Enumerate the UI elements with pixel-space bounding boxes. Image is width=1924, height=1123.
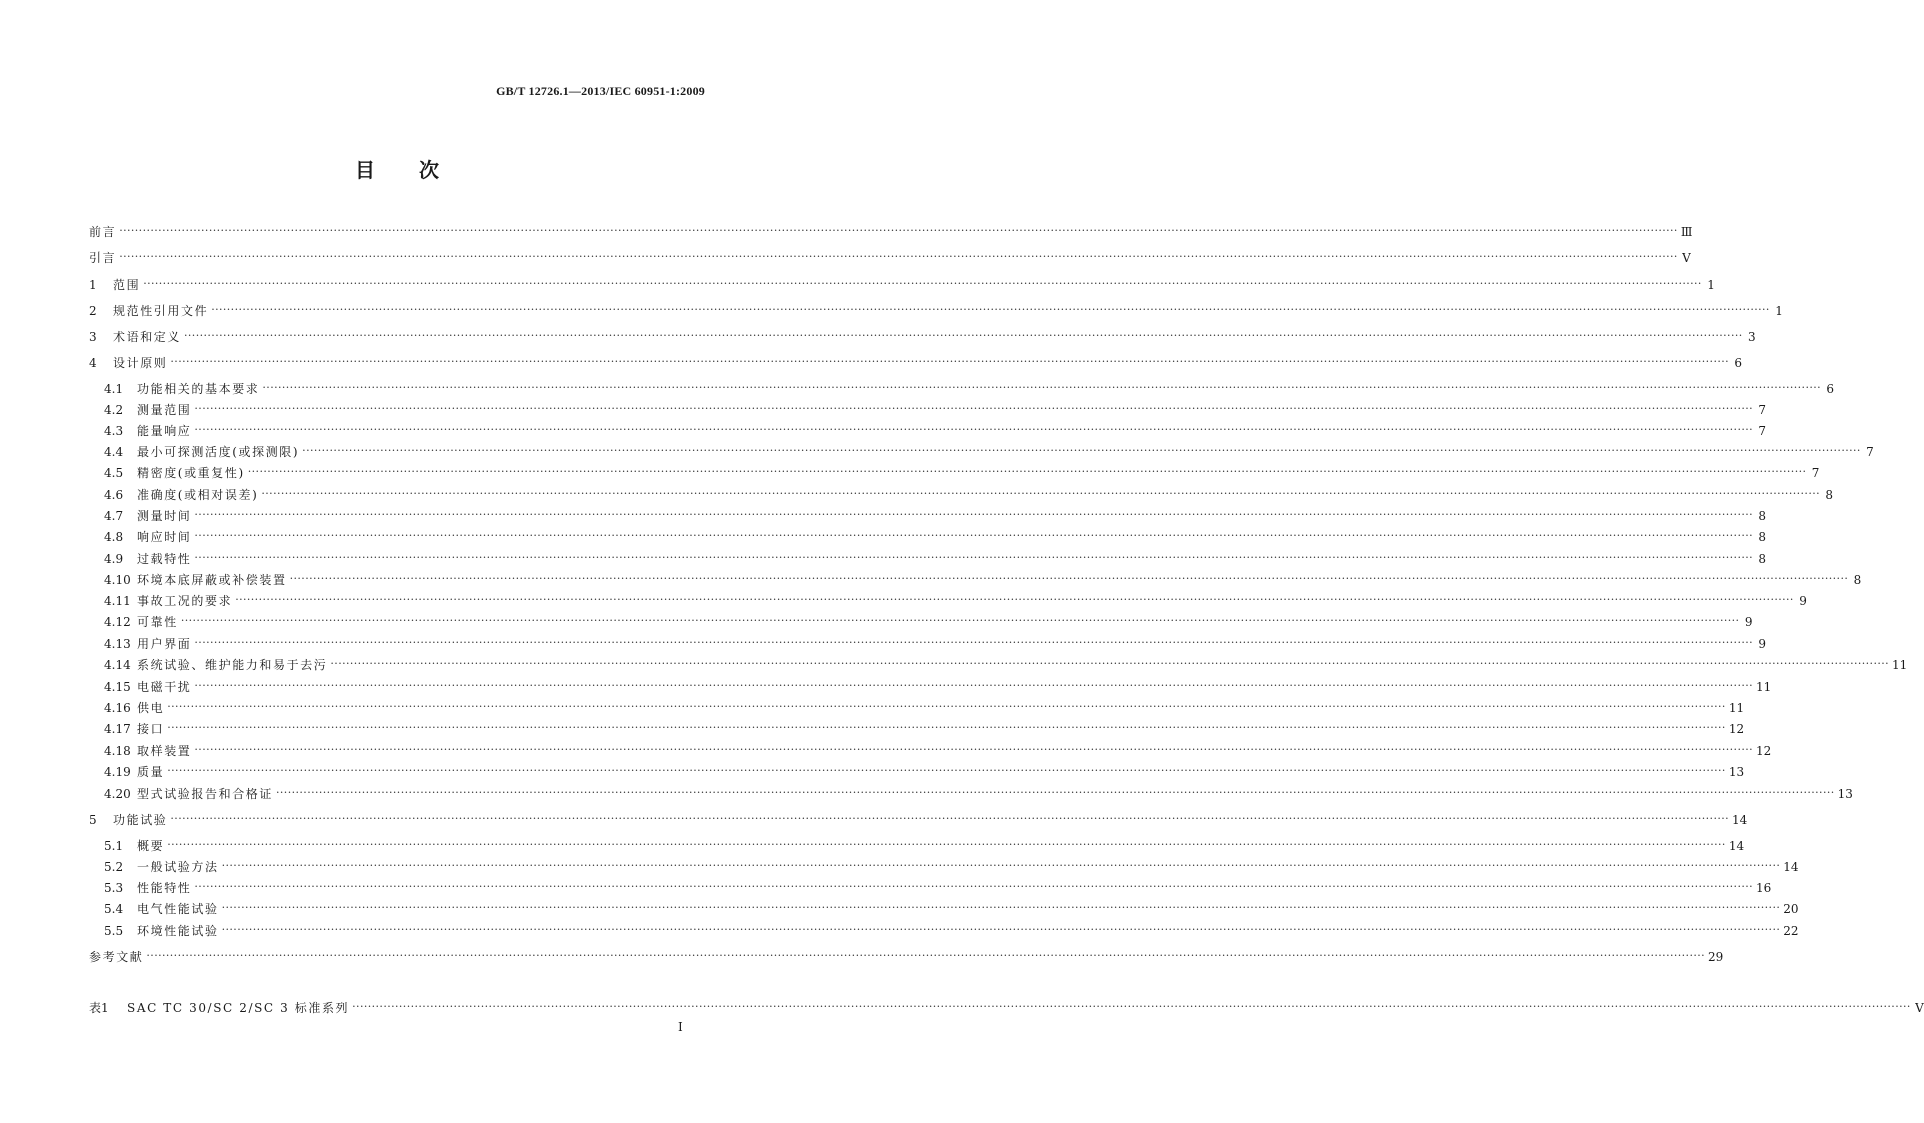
toc-leader-dots: ················································································································································································································································································································································································································ [170, 812, 1730, 825]
toc-leader-dots: ················································································································································································································································································································································································································ [221, 859, 1781, 872]
toc-entry-page: 11 [1892, 658, 1908, 672]
toc-entry-page: 14 [1783, 860, 1799, 874]
toc-entry[interactable] [104, 742, 1772, 760]
toc-entry[interactable] [104, 656, 1908, 674]
toc-entry-label: 测量范围 [137, 403, 192, 417]
toc-entry-page: 9 [1744, 615, 1753, 629]
toc-entry-number: 5.1 [104, 839, 124, 853]
toc-entry-page: 14 [1728, 839, 1745, 853]
toc-entry-label: 功能试验 [113, 813, 168, 827]
toc-entry-number: 5 [89, 813, 97, 827]
toc-entry[interactable] [89, 276, 1715, 294]
toc-entry-page: 3 [1748, 330, 1756, 344]
toc-entry-label: 环境性能试验 [137, 924, 219, 938]
toc-entry-page: 6 [1734, 356, 1743, 370]
toc-leader-dots: ················································································································································································································································································································································································································ [167, 838, 1726, 851]
toc-entry[interactable] [89, 999, 1924, 1017]
toc-entry-label: 范围 [113, 278, 141, 292]
page-number: I [678, 1020, 683, 1034]
toc-leader-dots: ················································································································································································································································································································································································································ [143, 277, 1702, 290]
toc-entry-page: 13 [1728, 765, 1745, 779]
toc-leader-dots: ················································································································································································································································································································································································································ [170, 355, 1730, 368]
toc-entry-page: 1 [1707, 278, 1715, 292]
toc-entry-number: 4.2 [104, 403, 124, 417]
toc-entry-page: 12 [1756, 744, 1772, 758]
toc-entry-number: 4.10 [104, 573, 131, 587]
toc-entry-number: 4.4 [104, 445, 124, 459]
toc-entry-label: 准确度(或相对误差) [137, 488, 259, 502]
toc-leader-dots: ················································································································································································································································································································································································································ [184, 329, 1743, 342]
toc-entry[interactable] [104, 699, 1745, 717]
toc-entry[interactable] [104, 763, 1745, 781]
toc-entry[interactable] [104, 900, 1799, 918]
toc-entry[interactable] [104, 507, 1767, 525]
toc-entry-label: 规范性引用文件 [113, 304, 209, 318]
toc-entry[interactable] [89, 223, 1693, 241]
toc-entry-number: 4.8 [104, 530, 124, 544]
toc-leader-dots: ················································································································································································································································································································································································································ [276, 786, 1835, 799]
toc-entry-page: 7 [1758, 403, 1767, 417]
toc-leader-dots: ················································································································································································································································································································································································································ [235, 593, 1794, 606]
toc-leader-dots: ················································································································································································································································································································································································································ [194, 402, 1754, 415]
toc-entry-page: 6 [1826, 382, 1835, 396]
toc-entry-page: 8 [1853, 573, 1862, 587]
toc-entry[interactable] [104, 592, 1807, 610]
toc-leader-dots: ················································································································································································································································································································································································································ [221, 901, 1781, 914]
toc-leader-dots: ················································································································································································································································································································································································································ [261, 487, 1821, 500]
toc-entry-page: 8 [1758, 530, 1767, 544]
toc-leader-dots: ················································································································································································································································································································································································································ [289, 572, 1849, 585]
toc-leader-dots: ················································································································································································································································································································································································································ [330, 657, 1890, 670]
toc-leader-dots: ················································································································································································································································································································································································································ [194, 636, 1754, 649]
toc-entry-number: 4.9 [104, 552, 124, 566]
toc-entry-page: 7 [1866, 445, 1874, 459]
toc-entry-page: 7 [1758, 424, 1767, 438]
toc-entry-number: 4.16 [104, 701, 131, 715]
toc-entry-label: 前言 [89, 225, 117, 239]
toc-entry[interactable] [104, 879, 1772, 897]
toc-entry[interactable] [104, 785, 1853, 803]
toc-entry-label: 性能特性 [137, 881, 192, 895]
toc-entry-label: 电磁干扰 [137, 680, 192, 694]
toc-leader-dots: ················································································································································································································································································································································································································ [167, 721, 1726, 734]
toc-entry[interactable] [104, 422, 1767, 440]
toc-entry-label: 系统试验、维护能力和易于去污 [137, 658, 328, 672]
toc-leader-dots: ················································································································································································································································································································································································································ [194, 679, 1754, 692]
toc-entry-label: 概要 [137, 839, 165, 853]
toc-entry[interactable] [104, 464, 1820, 482]
toc-entry-label: 精密度(或重复性) [137, 466, 245, 480]
toc-leader-dots: ················································································································································································································································································································································································································ [119, 250, 1678, 263]
toc-entry-page: 20 [1783, 902, 1799, 916]
toc-entry-label: 响应时间 [137, 530, 192, 544]
toc-leader-dots: ················································································································································································································································································································································································································ [167, 764, 1726, 777]
toc-leader-dots: ················································································································································································································································································································································································································ [247, 465, 1807, 478]
toc-entry-page: V [1682, 251, 1691, 265]
toc-entry-label: 能量响应 [137, 424, 192, 438]
toc-entry-number: 5.5 [104, 924, 124, 938]
toc-leader-dots: ················································································································································································································································································································································································································ [194, 743, 1754, 756]
toc-entry-number: 4.15 [104, 680, 131, 694]
toc-entry-label: 可靠性 [137, 615, 178, 629]
toc-entry-label: 供电 [137, 701, 165, 715]
toc-leader-dots: ················································································································································································································································································································································································································ [221, 923, 1781, 936]
toc-entry-label: 引言 [89, 251, 117, 265]
toc-entry-page: 8 [1758, 552, 1767, 566]
toc-entry-page: 16 [1756, 881, 1772, 895]
toc-entry[interactable] [104, 486, 1834, 504]
toc-entry-number: 4.3 [104, 424, 124, 438]
toc-entry-number: 4.13 [104, 637, 131, 651]
toc-entry-number: 4.14 [104, 658, 131, 672]
toc-entry-number: 4.6 [104, 488, 124, 502]
toc-entry-number: 4.1 [104, 382, 124, 396]
toc-entry-page: 9 [1799, 594, 1807, 608]
toc-entry[interactable] [89, 948, 1724, 966]
toc-entry[interactable] [89, 249, 1691, 267]
toc-entry-label: 最小可探测活度(或探测限) [137, 445, 300, 459]
toc-entry[interactable] [104, 922, 1799, 940]
toc-entry-label: 环境本底屏蔽或补偿装置 [137, 573, 287, 587]
toc-entry-label: 取样装置 [137, 744, 192, 758]
toc-entry-page: 22 [1783, 924, 1799, 938]
toc-leader-dots: ················································································································································································································································································································································································································ [167, 700, 1726, 713]
toc-entry[interactable] [104, 858, 1799, 876]
standard-id-header: GB/T 12726.1—2013/IEC 60951-1:2009 [496, 84, 705, 98]
toc-entry-number: 1 [89, 278, 97, 292]
toc-entry-page: 11 [1756, 680, 1772, 694]
toc-leader-dots: ················································································································································································································································································································································································································ [194, 508, 1754, 521]
toc-entry[interactable] [89, 811, 1748, 829]
toc-entry-page: 14 [1732, 813, 1748, 827]
toc-entry-label: 过载特性 [137, 552, 192, 566]
toc-entry[interactable] [104, 678, 1772, 696]
toc-entry-number: 5.4 [104, 902, 124, 916]
toc-entry[interactable] [104, 401, 1767, 419]
toc-entry[interactable] [104, 443, 1874, 461]
toc-entry[interactable] [104, 528, 1767, 546]
toc-entry-label: 术语和定义 [113, 330, 182, 344]
toc-entry-page: 29 [1708, 950, 1724, 964]
toc-entry-number: 表1 [89, 1001, 109, 1015]
toc-entry-number: 4.20 [104, 787, 131, 801]
toc-entry-page: V [1915, 1001, 1924, 1015]
toc-entry-label: 功能相关的基本要求 [137, 382, 260, 396]
toc-entry[interactable] [89, 354, 1743, 372]
toc-entry-label: 一般试验方法 [137, 860, 219, 874]
toc-entry-number: 4.17 [104, 722, 131, 736]
toc-leader-dots: ················································································································································································································································································································································································································ [194, 551, 1754, 564]
toc-entry-label: 型式试验报告和合格证 [137, 787, 274, 801]
toc-entry-number: 4.5 [104, 466, 124, 480]
toc-entry-label: 质量 [137, 765, 165, 779]
toc-leader-dots: ················································································································································································································································································································································································································ [352, 1000, 1911, 1013]
toc-entry-page: 8 [1825, 488, 1834, 502]
toc-entry[interactable] [104, 837, 1745, 855]
toc-entry-number: 4.7 [104, 509, 124, 523]
toc-entry-number: 5.2 [104, 860, 124, 874]
toc-entry[interactable] [104, 380, 1835, 398]
toc-entry-number: 2 [89, 304, 97, 318]
toc-entry-page: 1 [1775, 304, 1783, 318]
toc-entry-label: 参考文献 [89, 950, 144, 964]
toc-leader-dots: ················································································································································································································································································································································································································ [194, 880, 1754, 893]
toc-entry-number: 4.12 [104, 615, 131, 629]
toc-leader-dots: ················································································································································································································································································································································································································ [262, 381, 1822, 394]
toc-entry[interactable] [104, 720, 1745, 738]
toc-entry-page: 8 [1758, 509, 1767, 523]
toc-entry[interactable] [89, 328, 1756, 346]
toc-leader-dots: ················································································································································································································································································································································································································ [302, 444, 1861, 457]
toc-entry-label: 电气性能试验 [137, 902, 219, 916]
toc-entry-page: 11 [1728, 701, 1745, 715]
toc-leader-dots: ················································································································································································································································································································································································································ [146, 949, 1706, 962]
toc-title: 目次 [355, 158, 483, 182]
toc-entry-number: 4 [89, 356, 97, 370]
toc-leader-dots: ················································································································································································································································································································································································································ [119, 224, 1678, 237]
toc-entry-number: 5.3 [104, 881, 124, 895]
toc-entry-number: 3 [89, 330, 97, 344]
toc-entry-number: 4.19 [104, 765, 131, 779]
toc-entry-label: SAC TC 30/SC 2/SC 3 标准系列 [127, 1001, 350, 1015]
toc-entry-label: 接口 [137, 722, 165, 736]
toc-leader-dots: ················································································································································································································································································································································································································ [194, 529, 1754, 542]
toc-entry-label: 设计原则 [113, 356, 168, 370]
toc-entry[interactable] [89, 302, 1783, 320]
toc-leader-dots: ················································································································································································································································································································································································································ [180, 614, 1740, 627]
toc-entry-label: 测量时间 [137, 509, 192, 523]
toc-entry-number: 4.18 [104, 744, 131, 758]
toc-entry[interactable] [104, 635, 1767, 653]
toc-entry[interactable] [104, 571, 1862, 589]
toc-entry-page: 12 [1728, 722, 1745, 736]
toc-leader-dots: ················································································································································································································································································································································································································ [194, 423, 1754, 436]
toc-entry[interactable] [104, 550, 1767, 568]
toc-entry-page: 13 [1837, 787, 1853, 801]
toc-leader-dots: ················································································································································································································································································································································································································ [211, 303, 1770, 316]
toc-entry-page: 9 [1758, 637, 1767, 651]
toc-entry-page: 7 [1811, 466, 1820, 480]
toc-entry[interactable] [104, 613, 1753, 631]
toc-entry-page: Ⅲ [1680, 225, 1693, 239]
toc-entry-label: 用户界面 [137, 637, 192, 651]
toc-entry-number: 4.11 [104, 594, 131, 608]
toc-entry-label: 事故工况的要求 [137, 594, 233, 608]
